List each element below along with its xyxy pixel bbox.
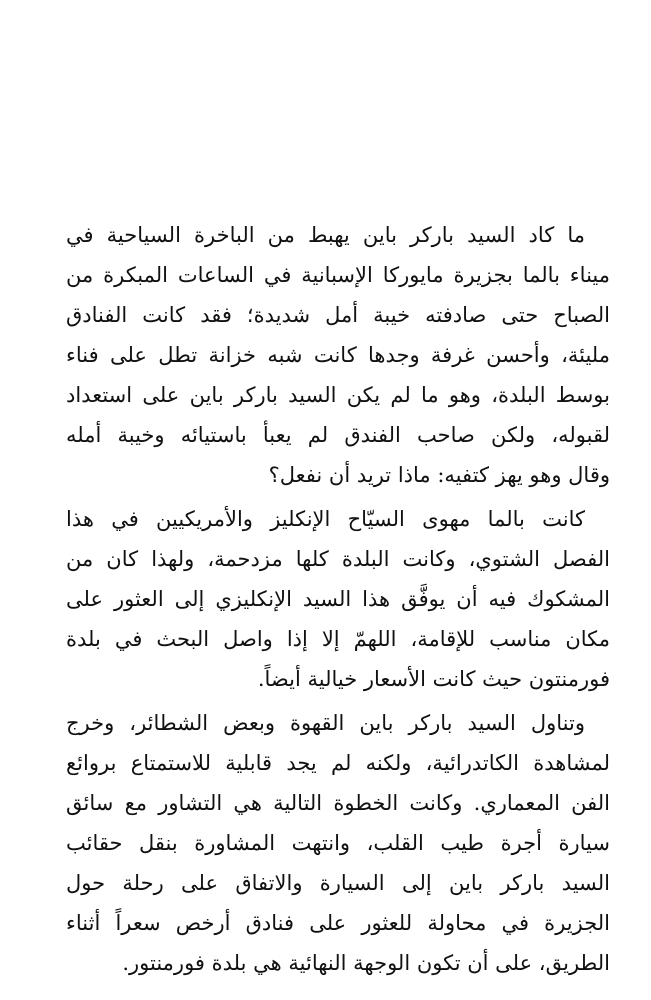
paragraph-line: بوسط البلدة، وهو ما لم يكن السيد باركر باين على استعداد [66, 383, 610, 407]
paragraph-line: لقبوله، ولكن صاحب الفندق لم يعبأ باستيائه وخيبة أمله [66, 423, 610, 447]
paragraph-line: مكان مناسب للإقامة، اللهمّ إلا إذا واصل البحث في بلدة [66, 627, 610, 651]
paragraph-line: الطريق، على أن تكون الوجهة النهائية هي بلدة فورمنتور. [122, 951, 610, 975]
paragraph-line: المشكوك فيه أن يوفَّق هذا السيد الإنكليزي إلى العثور على [66, 587, 610, 611]
paragraph-line: الجزيرة في محاولة للعثور على فنادق أرخص سعراً أثناء [66, 911, 610, 935]
paragraph-line: سيارة أجرة طيب القلب، وانتهت المشاورة بنقل حقائب [66, 831, 610, 855]
paragraph-3 [66, 703, 610, 983]
paragraph-line: وقال وهو يهز كتفيه: ماذا تريد أن نفعل؟ [268, 463, 610, 487]
paragraph-line: الفن المعماري. وكانت الخطوة التالية هي التشاور مع سائق [66, 791, 610, 815]
paragraph-line: وتناول السيد باركر باين القهوة وبعض الشطائر، وخرج [66, 711, 585, 735]
paragraph-line: كانت بالما مهوى السيّاح الإنكليز والأمريكيين في هذا [66, 507, 585, 531]
paragraph-line: الفصل الشتوي، وكانت البلدة كلها مزدحمة، ولهذا كان من [66, 547, 610, 571]
paragraph-line: الصباح حتى صادفته خيبة أمل شديدة؛ فقد كانت الفنادق [66, 303, 610, 327]
paragraph-line: مليئة، وأحسن غرفة وجدها كانت شبه خزانة تطل على فناء [66, 343, 610, 367]
paragraph-line: ميناء بالما بجزيرة مايوركا الإسبانية في الساعات المبكرة من [66, 263, 610, 287]
paragraph-1 [66, 215, 610, 495]
paragraph-line: ما كاد السيد باركر باين يهبط من الباخرة السياحية في [66, 223, 585, 247]
paragraph-2 [66, 499, 610, 699]
paragraph-line: السيد باركر باين إلى السيارة والاتفاق على رحلة حول [66, 871, 610, 895]
paragraph-line: فورمنتون حيث كانت الأسعار خيالية أيضاً. [257, 667, 610, 691]
paragraph-line: لمشاهدة الكاتدرائية، ولكنه لم يجد قابلية للاستمتاع بروائع [66, 751, 610, 775]
